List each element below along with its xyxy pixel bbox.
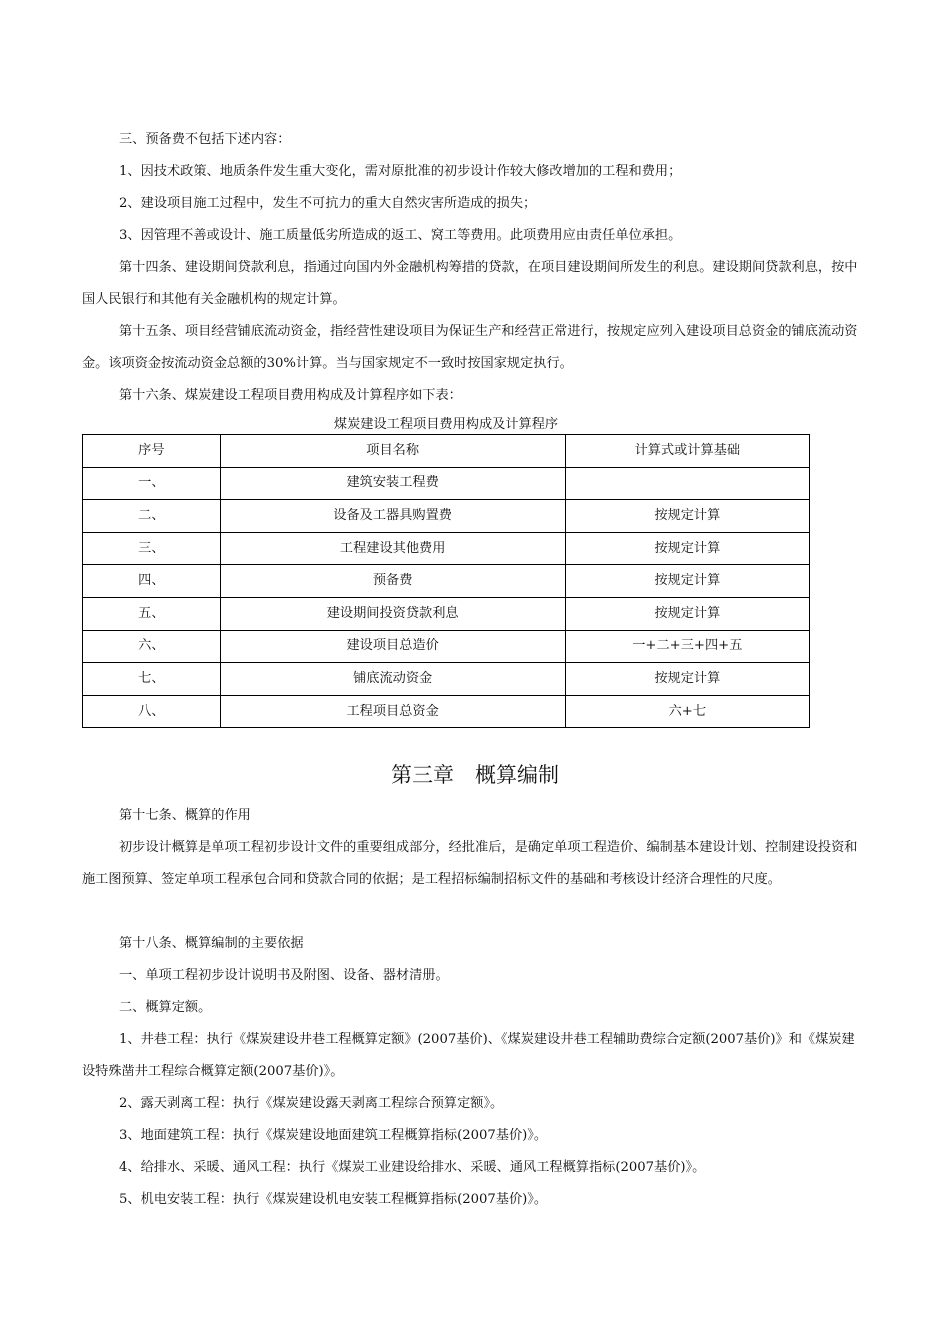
cell-index: 二、 bbox=[83, 500, 221, 533]
table-row bbox=[83, 500, 810, 533]
cell-item-name: 设备及工器具购置费 bbox=[220, 500, 565, 533]
cell-index: 四、 bbox=[83, 565, 221, 598]
paragraph-quota-hvac: 4、给排水、采暖、通风工程：执行《煤炭工业建设给排水、采暖、通风工程概算指标(2007基价)》。 bbox=[119, 1160, 706, 1175]
paragraph-quota-electromech: 5、机电安装工程：执行《煤炭建设机电安装工程概算指标(2007基价)》。 bbox=[119, 1192, 548, 1207]
cell-formula: 按规定计算 bbox=[565, 597, 809, 630]
header-formula: 计算式或计算基础 bbox=[565, 435, 809, 468]
cell-item-name: 工程项目总资金 bbox=[220, 695, 565, 728]
table-header-row bbox=[83, 435, 810, 468]
header-item-name: 项目名称 bbox=[220, 435, 565, 468]
paragraph-quota-shaft: 1、井巷工程：执行《煤炭建设井巷工程概算定额》(2007基价)、《煤炭建设井巷工程辅助费综合定额(2007基价)》和《煤炭建设特殊凿井工程综合概算定额(2007基价)》。 bbox=[82, 1032, 855, 1079]
paragraph-estimate-purpose: 初步设计概算是单项工程初步设计文件的重要组成部分，经批准后，是确定单项工程造价、编制基本建设计划、控制建设投资和施工图预算、签定单项工程承包合同和贷款合同的依据；是工程招标编制招标文件的基础和考核设计经济合理性的尺度。 bbox=[82, 840, 858, 887]
table-caption: 煤炭建设工程项目费用构成及计算程序 bbox=[333, 417, 559, 432]
fee-structure-table bbox=[82, 434, 810, 728]
table-row bbox=[83, 597, 810, 630]
paragraph-item-1: 1、因技术政策、地质条件发生重大变化，需对原批准的初步设计作较大修改增加的工程和费用； bbox=[119, 164, 682, 179]
cell-index: 六、 bbox=[83, 630, 221, 663]
paragraph-quota-building: 3、地面建筑工程：执行《煤炭建设地面建筑工程概算指标(2007基价)》。 bbox=[119, 1128, 548, 1143]
paragraph-basis-2: 二、概算定额。 bbox=[119, 1000, 212, 1015]
cell-formula: 按规定计算 bbox=[565, 663, 809, 696]
table-row bbox=[83, 467, 810, 500]
paragraph-basis-1: 一、单项工程初步设计说明书及附图、设备、器材清册。 bbox=[119, 968, 449, 983]
cell-item-name: 预备费 bbox=[220, 565, 565, 598]
chapter-title: 第三章 概算编制 bbox=[391, 763, 559, 787]
cell-item-name: 建设项目总造价 bbox=[220, 630, 565, 663]
paragraph-article-17: 第十七条、概算的作用 bbox=[119, 808, 251, 823]
paragraph-quota-stripping: 2、露天剥离工程：执行《煤炭建设露天剥离工程综合预算定额》。 bbox=[119, 1096, 504, 1111]
cell-index: 七、 bbox=[83, 663, 221, 696]
cell-item-name: 建设期间投资贷款利息 bbox=[220, 597, 565, 630]
cell-item-name: 铺底流动资金 bbox=[220, 663, 565, 696]
table-row bbox=[83, 695, 810, 728]
table-row bbox=[83, 663, 810, 696]
paragraph-reserve-exclusions: 三、预备费不包括下述内容： bbox=[119, 132, 291, 147]
cell-item-name: 建筑安装工程费 bbox=[220, 467, 565, 500]
cell-formula: 一+二+三+四+五 bbox=[565, 630, 809, 663]
cell-formula: 六+七 bbox=[565, 695, 809, 728]
cell-index: 五、 bbox=[83, 597, 221, 630]
cell-index: 一、 bbox=[83, 467, 221, 500]
cell-formula bbox=[565, 467, 809, 500]
cell-index: 八、 bbox=[83, 695, 221, 728]
paragraph-article-15: 第十五条、项目经营铺底流动资金，指经营性建设项目为保证生产和经营正常进行，按规定应列入建设项目总资金的铺底流动资金。该项资金按流动资金总额的30%计算。当与国家规定不一致时按国家规定执行。 bbox=[82, 324, 858, 371]
cell-index: 三、 bbox=[83, 532, 221, 565]
paragraph-article-18: 第十八条、概算编制的主要依据 bbox=[119, 936, 304, 951]
paragraph-item-3: 3、因管理不善或设计、施工质量低劣所造成的返工、窝工等费用。此项费用应由责任单位承担。 bbox=[119, 228, 682, 243]
cell-formula: 按规定计算 bbox=[565, 500, 809, 533]
paragraph-article-16: 第十六条、煤炭建设工程项目费用构成及计算程序如下表： bbox=[119, 388, 462, 403]
paragraph-article-14: 第十四条、建设期间贷款利息，指通过向国内外金融机构筹措的贷款，在项目建设期间所发生的利息。建设期间贷款利息，按中国人民银行和其他有关金融机构的规定计算。 bbox=[82, 260, 858, 307]
cell-item-name: 工程建设其他费用 bbox=[220, 532, 565, 565]
header-index: 序号 bbox=[83, 435, 221, 468]
cell-formula: 按规定计算 bbox=[565, 565, 809, 598]
table-row bbox=[83, 630, 810, 663]
table-row bbox=[83, 565, 810, 598]
cell-formula: 按规定计算 bbox=[565, 532, 809, 565]
table-row bbox=[83, 532, 810, 565]
paragraph-item-2: 2、建设项目施工过程中，发生不可抗力的重大自然灾害所造成的损失； bbox=[119, 196, 537, 211]
